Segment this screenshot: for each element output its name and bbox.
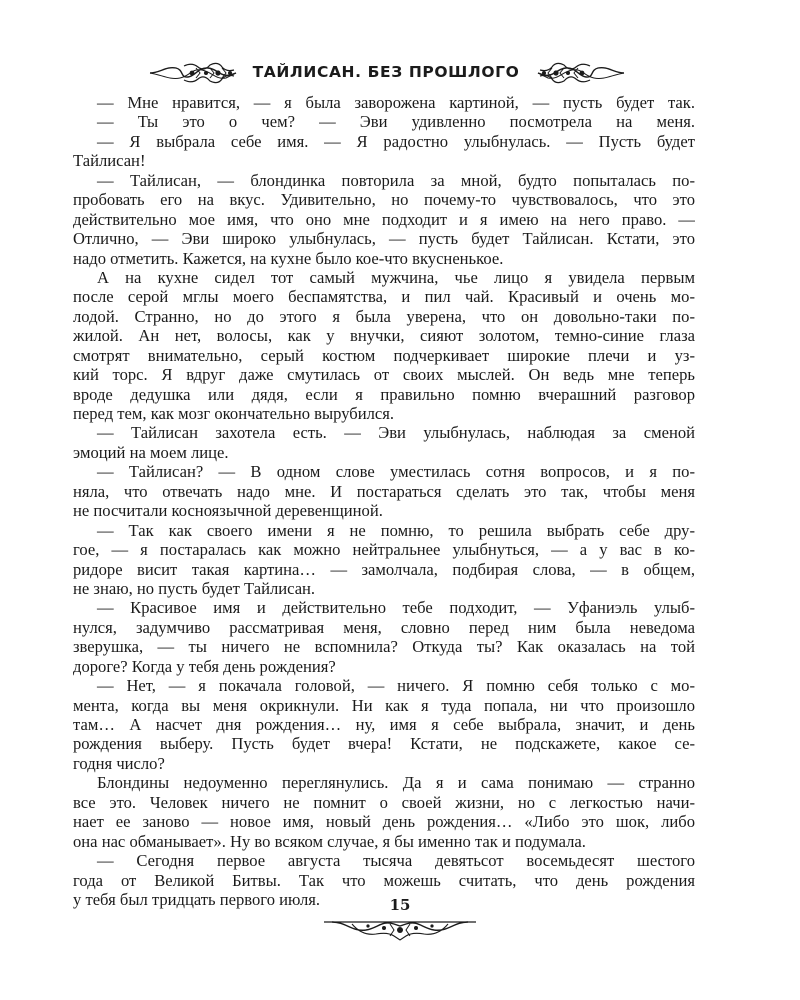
text-line: — Мне нравится, — я была заворожена картиной, — пусть будет так. <box>97 93 695 112</box>
page-footer <box>0 896 800 956</box>
text-line: надо отметить. Кажется, на кухне было кое-что вкусненькое. <box>73 248 504 268</box>
text-line: не знаю, но пусть будет Тайлисан. <box>73 578 316 598</box>
text-line: дороге? Когда у тебя день рождения? <box>73 656 336 676</box>
text-line: после серой мглы моего беспамятства, и пил чай. Красивый и очень мо- <box>73 287 695 307</box>
text-line: — Сегодня первое августа тысяча девятьсот восемьдесят шестого <box>97 851 695 871</box>
text-line: — Тайлисан? — В одном слове уместилась сотня вопросов, и я по- <box>97 462 695 482</box>
text-line: лодой. Странно, но до этого я была уверена, что он довольно-таки по- <box>73 306 695 326</box>
text-line: мента, когда вы меня окрикнули. Ни как я туда попала, ни что произошло <box>73 695 695 715</box>
text-line: там… А насчет дня рождения… ну, имя я себе выбрала, значит, и день <box>73 715 695 734</box>
text-line: рождения выберу. Пусть будет вчера! Кстати, не подскажете, какое се- <box>73 734 695 754</box>
text-line: — Я выбрала себе имя. — Я радостно улыбнулась. — Пусть будет <box>97 131 695 151</box>
filigree-ornament-icon <box>322 916 478 946</box>
text-line: няла, что отвечать надо мне. И постараться сделать это так, чтобы меня <box>73 481 695 501</box>
running-header <box>0 62 800 86</box>
text-line: у тебя был тридцать первого июля. <box>73 889 321 909</box>
text-line: перед тем, как мозг окончательно вырубился. <box>73 404 395 423</box>
text-line: жилой. Ан нет, волосы, как у внучки, сияют золотом, темно-синие глаза <box>73 326 695 346</box>
text-line: гое, — я постаралась как можно нейтральнее улыбнуться, — а у вас в ко- <box>73 540 695 560</box>
chapter-text <box>73 93 695 909</box>
text-line: — Нет, — я покачала головой, — ничего. Я помню себя только с мо- <box>97 676 695 696</box>
text-line: ридоре висит такая картина… — замолчала, подбирая слова, — в общем, <box>73 559 695 579</box>
text-line: кий торс. Я вдруг даже смутилась от своих мыслей. Он ведь мне теперь <box>73 365 695 385</box>
text-line: нает ее заново — новое имя, новый день рождения… «Либо это шок, либо <box>73 812 695 832</box>
text-line: нулся, задумчиво рассматривая меня, словно перед ним была неведома <box>73 617 695 637</box>
text-line: — Красивое имя и действительно тебе подходит, — Уфаниэль улыб- <box>97 598 695 618</box>
text-line: Блондины недоуменно переглянулись. Да я и сама понимаю — странно <box>97 773 695 793</box>
text-line: смотрят внимательно, серый костюм подчеркивает широкие плечи и уз- <box>73 345 695 365</box>
filigree-ornament-icon <box>148 62 238 88</box>
text-line: Отлично, — Эви широко улыбнулась, — пусть будет Тайлисан. Кстати, это <box>73 229 695 249</box>
text-line: Тайлисан! <box>73 151 146 171</box>
text-line: все это. Человек ничего не помнит о своей жизни, но с легкостью начи- <box>73 792 695 812</box>
text-line: вроде дедушка или дядя, если я правильно помню вчерашний разговор <box>73 384 695 404</box>
text-line: эмоций на моем лице. <box>73 442 229 462</box>
text-line: не посчитали косноязычной деревенщиной. <box>73 501 383 521</box>
filigree-ornament-icon <box>536 62 626 88</box>
text-line: — Тайлисан, — блондинка повторила за мной, будто попыталась по- <box>97 170 695 190</box>
page-number: 15 <box>389 896 411 914</box>
text-line: пробовать его на вкус. Удивительно, но почему-то чувствовалось, что это <box>73 190 695 210</box>
text-line: зверушка, — ты ничего не вспомнила? Откуда ты? Как оказалась на той <box>73 637 695 657</box>
text-line: годня число? <box>73 753 165 773</box>
text-line: — Так как своего имени я не помню, то решила выбрать себе дру- <box>97 520 695 540</box>
book-title: ТАЙЛИСАН. БЕЗ ПРОШЛОГО <box>252 63 520 81</box>
text-line: года от Великой Битвы. Так что можешь считать, что день рождения <box>73 870 695 890</box>
text-line: — Ты это о чем? — Эви удивленно посмотрела на меня. <box>97 112 695 132</box>
text-line: она нас обманывает». Ну во всяком случае, я бы именно так и подумала. <box>73 831 586 851</box>
text-line: А на кухне сидел тот самый мужчина, чье лицо я увидела первым <box>97 267 695 287</box>
text-line: действительно мое имя, что оно мне подходит и я имею на него право. — <box>73 209 695 229</box>
text-line: — Тайлисан захотела есть. — Эви улыбнулась, наблюдая за сменой <box>97 423 695 443</box>
